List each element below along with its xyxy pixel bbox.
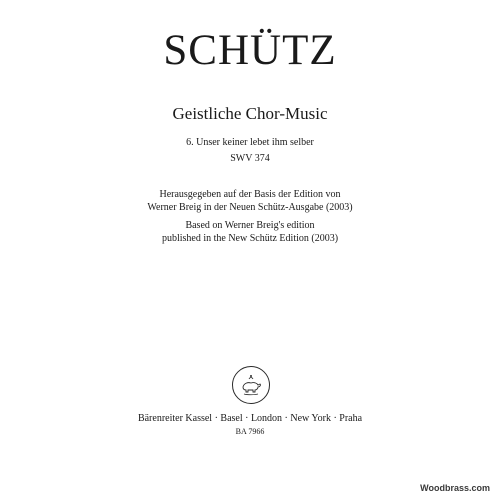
catalog-swv: SWV 374	[230, 153, 270, 164]
composer-name: SCHÜTZ	[163, 27, 337, 74]
edition-note-german-line1: Herausgegeben auf der Basis der Edition von	[159, 189, 341, 200]
edition-note-english-line2: published in the New Schütz Edition (2003)	[161, 233, 339, 244]
baerenreiter-bear-icon	[231, 365, 271, 405]
piece-title: 6. Unser keiner lebet ihm selber	[186, 137, 314, 148]
watermark: Woodbrass.com	[420, 483, 490, 493]
edition-note-german	[0, 188, 500, 214]
edition-note-english	[0, 219, 500, 245]
edition-note-english-line1: Based on Werner Breig's edition	[185, 220, 315, 231]
publisher-line: Bärenreiter Kassel · Basel · London · New York · Praha	[137, 413, 363, 424]
catalog-number: BA 7966	[235, 427, 265, 436]
edition-note-german-line2: Werner Breig in der Neuen Schütz-Ausgabe (2003)	[147, 202, 353, 213]
work-title: Geistliche Chor-Music	[172, 104, 328, 123]
